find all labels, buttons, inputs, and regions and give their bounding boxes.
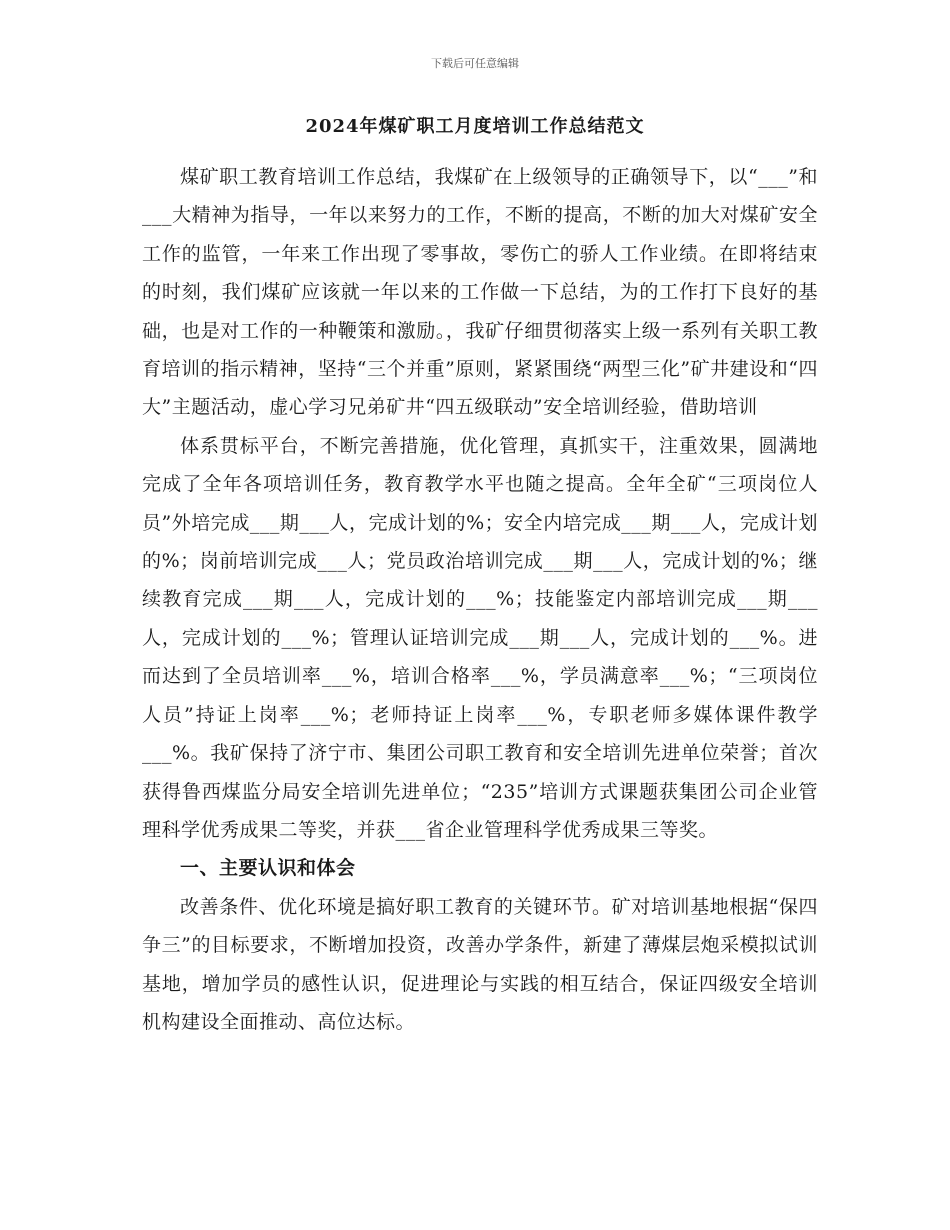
section-heading: 一、主要认识和体会 — [180, 857, 356, 880]
paragraph-conditions: 改善条件、优化环境是搞好职工教育的关键环节。矿对培训基地根据“保四争三”的目标要求，不断增加投资，改善办学条件，新建了薄煤层炮采模拟试训基地，增加学员的感性认识，促进理论与实践的相互结合，保证四级安全培训机构建设全面推动、高位达标。 — [142, 895, 818, 1033]
document-body — [142, 158, 818, 1041]
paragraph-results: 体系贯标平台，不断完善措施，优化管理，真抓实干，注重效果，圆满地完成了全年各项培训任务，教育教学水平也随之提高。全年全矿“三项岗位人员”外培完成___期___人，完成计划的%；安全内培完成___期___人，完成计划的%；岗前培训完成___人；党员政治培训完成___期___人，完成计划的%；继续教育完成___期___人，完成计划的___%；技能鉴定内部培训完成___期___人，完成计划的___%；管理认证培训完成___期___人，完成计划的___%。进而达到了全员培训率___%，培训合格率___%，学员满意率___%；“三项岗位人员”持证上岗率___%；老师持证上岗率___%，专职老师多媒体课件教学___%。我矿保持了济宁市、集团公司职工教育和安全培训先进单位荣誉；首次获得鲁西煤监分局安全培训先进单位；“235”培训方式课题获集团公司企业管理科学优秀成果二等奖，并获___省企业管理科学优秀成果三等奖。 — [142, 434, 818, 841]
paragraph-intro: 煤矿职工教育培训工作总结，我煤矿在上级领导的正确领导下，以“___”和___大精神为指导，一年以来努力的工作，不断的提高，不断的加大对煤矿安全工作的监管，一年来工作出现了零事故，零伤亡的骄人工作业绩。在即将结束的时刻，我们煤矿应该就一年以来的工作做一下总结，为的工作打下良好的基础，也是对工作的一种鞭策和激励。，我矿仔细贯彻落实上级一系列有关职工教育培训的指示精神，坚持“三个并重”原则，紧紧围绕“两型三化”矿井建设和“四大”主题活动，虚心学习兄弟矿井“四五级联动”安全培训经验，借助培训 — [142, 166, 818, 419]
document-title: 2024年煤矿职工月度培训工作总结范文 — [305, 116, 645, 137]
header-note: 下载后可任意编辑 — [431, 57, 519, 70]
